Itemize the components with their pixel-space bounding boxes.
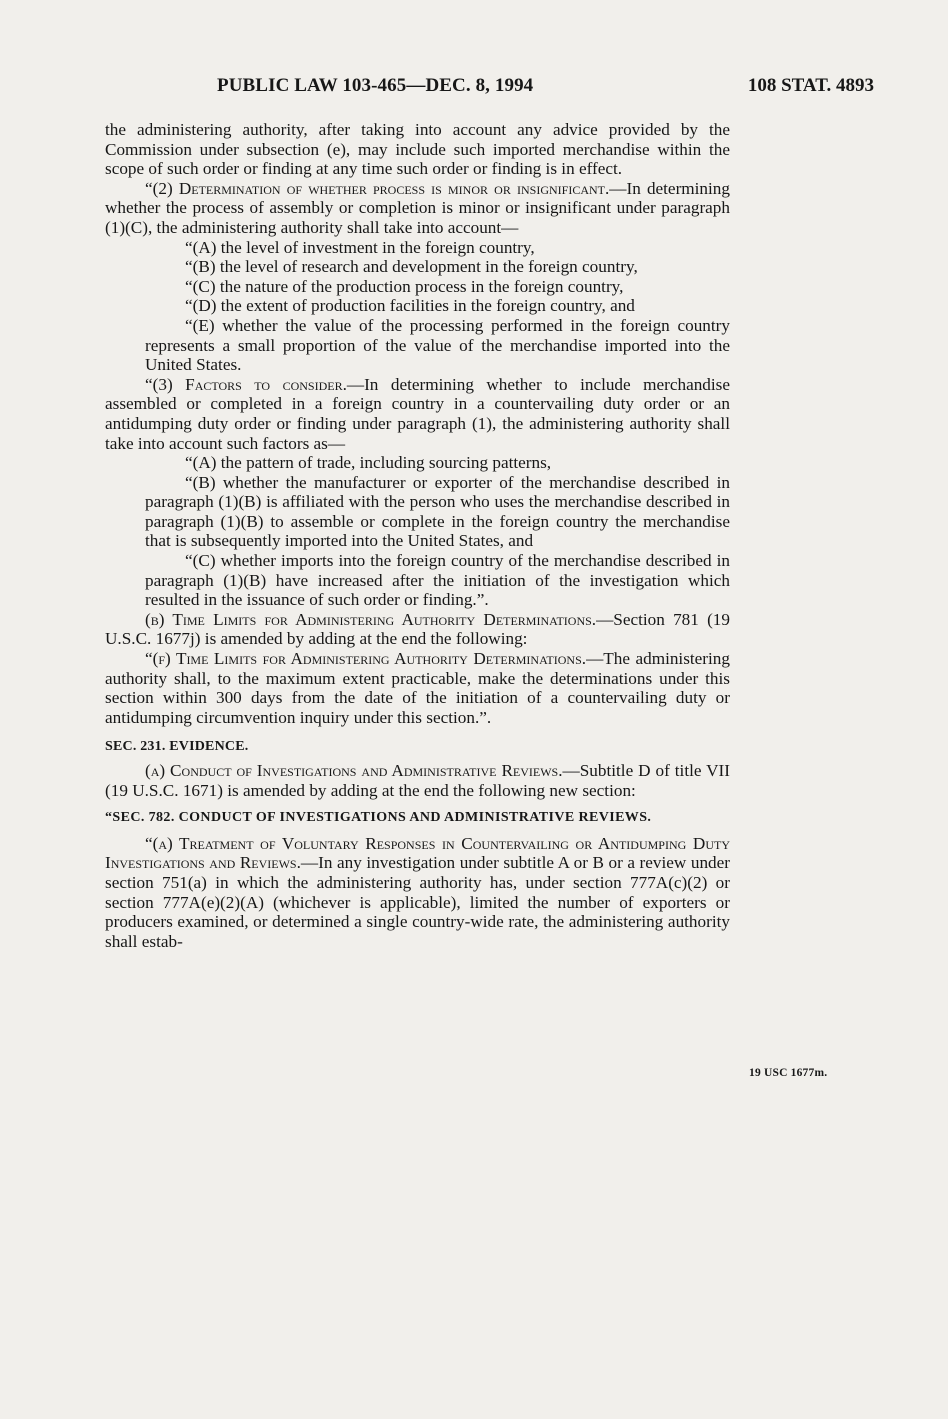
subsection-f — [105, 649, 730, 727]
subsection-b-heading: (b) Time Limits for Administering Authority Determinations. — [145, 609, 597, 629]
paragraph-2 — [105, 179, 730, 238]
subsection-f-text: —The administering authority shall, to the maximum extent practicable, make the determinations under this section within 300 days from the date of the initiation of a countervailing duty or antidumping circumvention inquiry under this section.”. — [105, 649, 730, 727]
subparagraph-3a: “(A) the pattern of trade, including sourcing patterns, — [185, 453, 552, 473]
page-header — [0, 75, 948, 105]
section-231-heading: SEC. 231. EVIDENCE. — [105, 739, 249, 755]
usc-margin-note: 19 USC 1677m. — [749, 1067, 828, 1079]
subparagraph-2e: “(E) whether the value of the processing performed in the foreign country represents a small proportion of the value of the merchandise imported into the United States. — [145, 315, 730, 375]
subsection-a-heading: (a) Conduct of Investigations and Administrative Reviews. — [145, 761, 563, 780]
statute-page-number: 108 STAT. 4893 — [747, 75, 874, 96]
voluntary-responses-heading: “(a) Treatment of Voluntary Responses in Countervailing or Antidumping Duty Investigations and Reviews. — [105, 833, 730, 873]
paragraph-2-heading: “(2) Determination of whether process is minor or insignificant. — [145, 178, 610, 198]
voluntary-responses-text: —In any investigation under subtitle A or B or a review under section 751(a) in which the administering authority has, under section 777A(c)(2) or section 777A(e)(2)(A) (whichever is applicable), limited the number of exporters or producers examined, or determined a single country-wide rate, the administering authority shall estab- — [105, 853, 730, 951]
subparagraph-2b: “(B) the level of research and development in the foreign country, — [185, 257, 638, 277]
subparagraph-3c: “(C) whether imports into the foreign country of the merchandise described in paragraph (1)(B) have increased after the initiation of the investigation which resulted in the issuance of such order or finding.”. — [145, 551, 730, 610]
subparagraph-2c: “(C) the nature of the production process in the foreign country, — [185, 276, 624, 296]
paragraph-3 — [105, 375, 730, 453]
subparagraph-2a: “(A) the level of investment in the foreign country, — [185, 237, 535, 257]
paragraph-continuation: the administering authority, after taking into account any advice provided by the Commission under subsection (e), may include such imported merchandise within the scope of such order or finding at any time such order or finding is in effect. — [105, 120, 730, 179]
subparagraph-2d: “(D) the extent of production facilities in the foreign country, and — [185, 296, 635, 316]
paragraph-3-text: —In determining whether to include merchandise assembled or completed in a foreign country in a countervailing duty order or an antidumping duty order or finding under paragraph (1), the administering authority shall take into account such factors as— — [105, 374, 730, 453]
paragraph-2-text: —In determining whether the process of assembly or completion is minor or insignificant under paragraph (1)(C), the administering authority shall take into account— — [105, 178, 730, 237]
subsection-a-text: —Subtitle D of title VII (19 U.S.C. 1671) is amended by adding at the end the following new section: — [105, 761, 730, 800]
subsection-a — [105, 761, 730, 800]
running-title: PUBLIC LAW 103-465—DEC. 8, 1994 — [217, 75, 534, 96]
subsection-b-text: —Section 781 (19 U.S.C. 1677j) is amended by adding at the end the following: — [105, 609, 730, 649]
subsection-b — [105, 610, 730, 649]
section-782-heading: “SEC. 782. CONDUCT OF INVESTIGATIONS AND ADMINISTRATIVE REVIEWS. — [105, 810, 652, 826]
body-text — [105, 120, 730, 951]
subsection-voluntary-responses — [105, 834, 730, 952]
subparagraph-3b: “(B) whether the manufacturer or exporter of the merchandise described in paragraph (1)(B) is affiliated with the person who uses the merchandise described in paragraph (1)(B) to assemble or complete in the foreign country the merchandise that is subsequently imported into the United States, and — [145, 472, 730, 551]
paragraph-3-heading: “(3) Factors to consider. — [145, 374, 347, 394]
subsection-f-heading: “(f) Time Limits for Administering Authority Determinations. — [145, 649, 587, 669]
